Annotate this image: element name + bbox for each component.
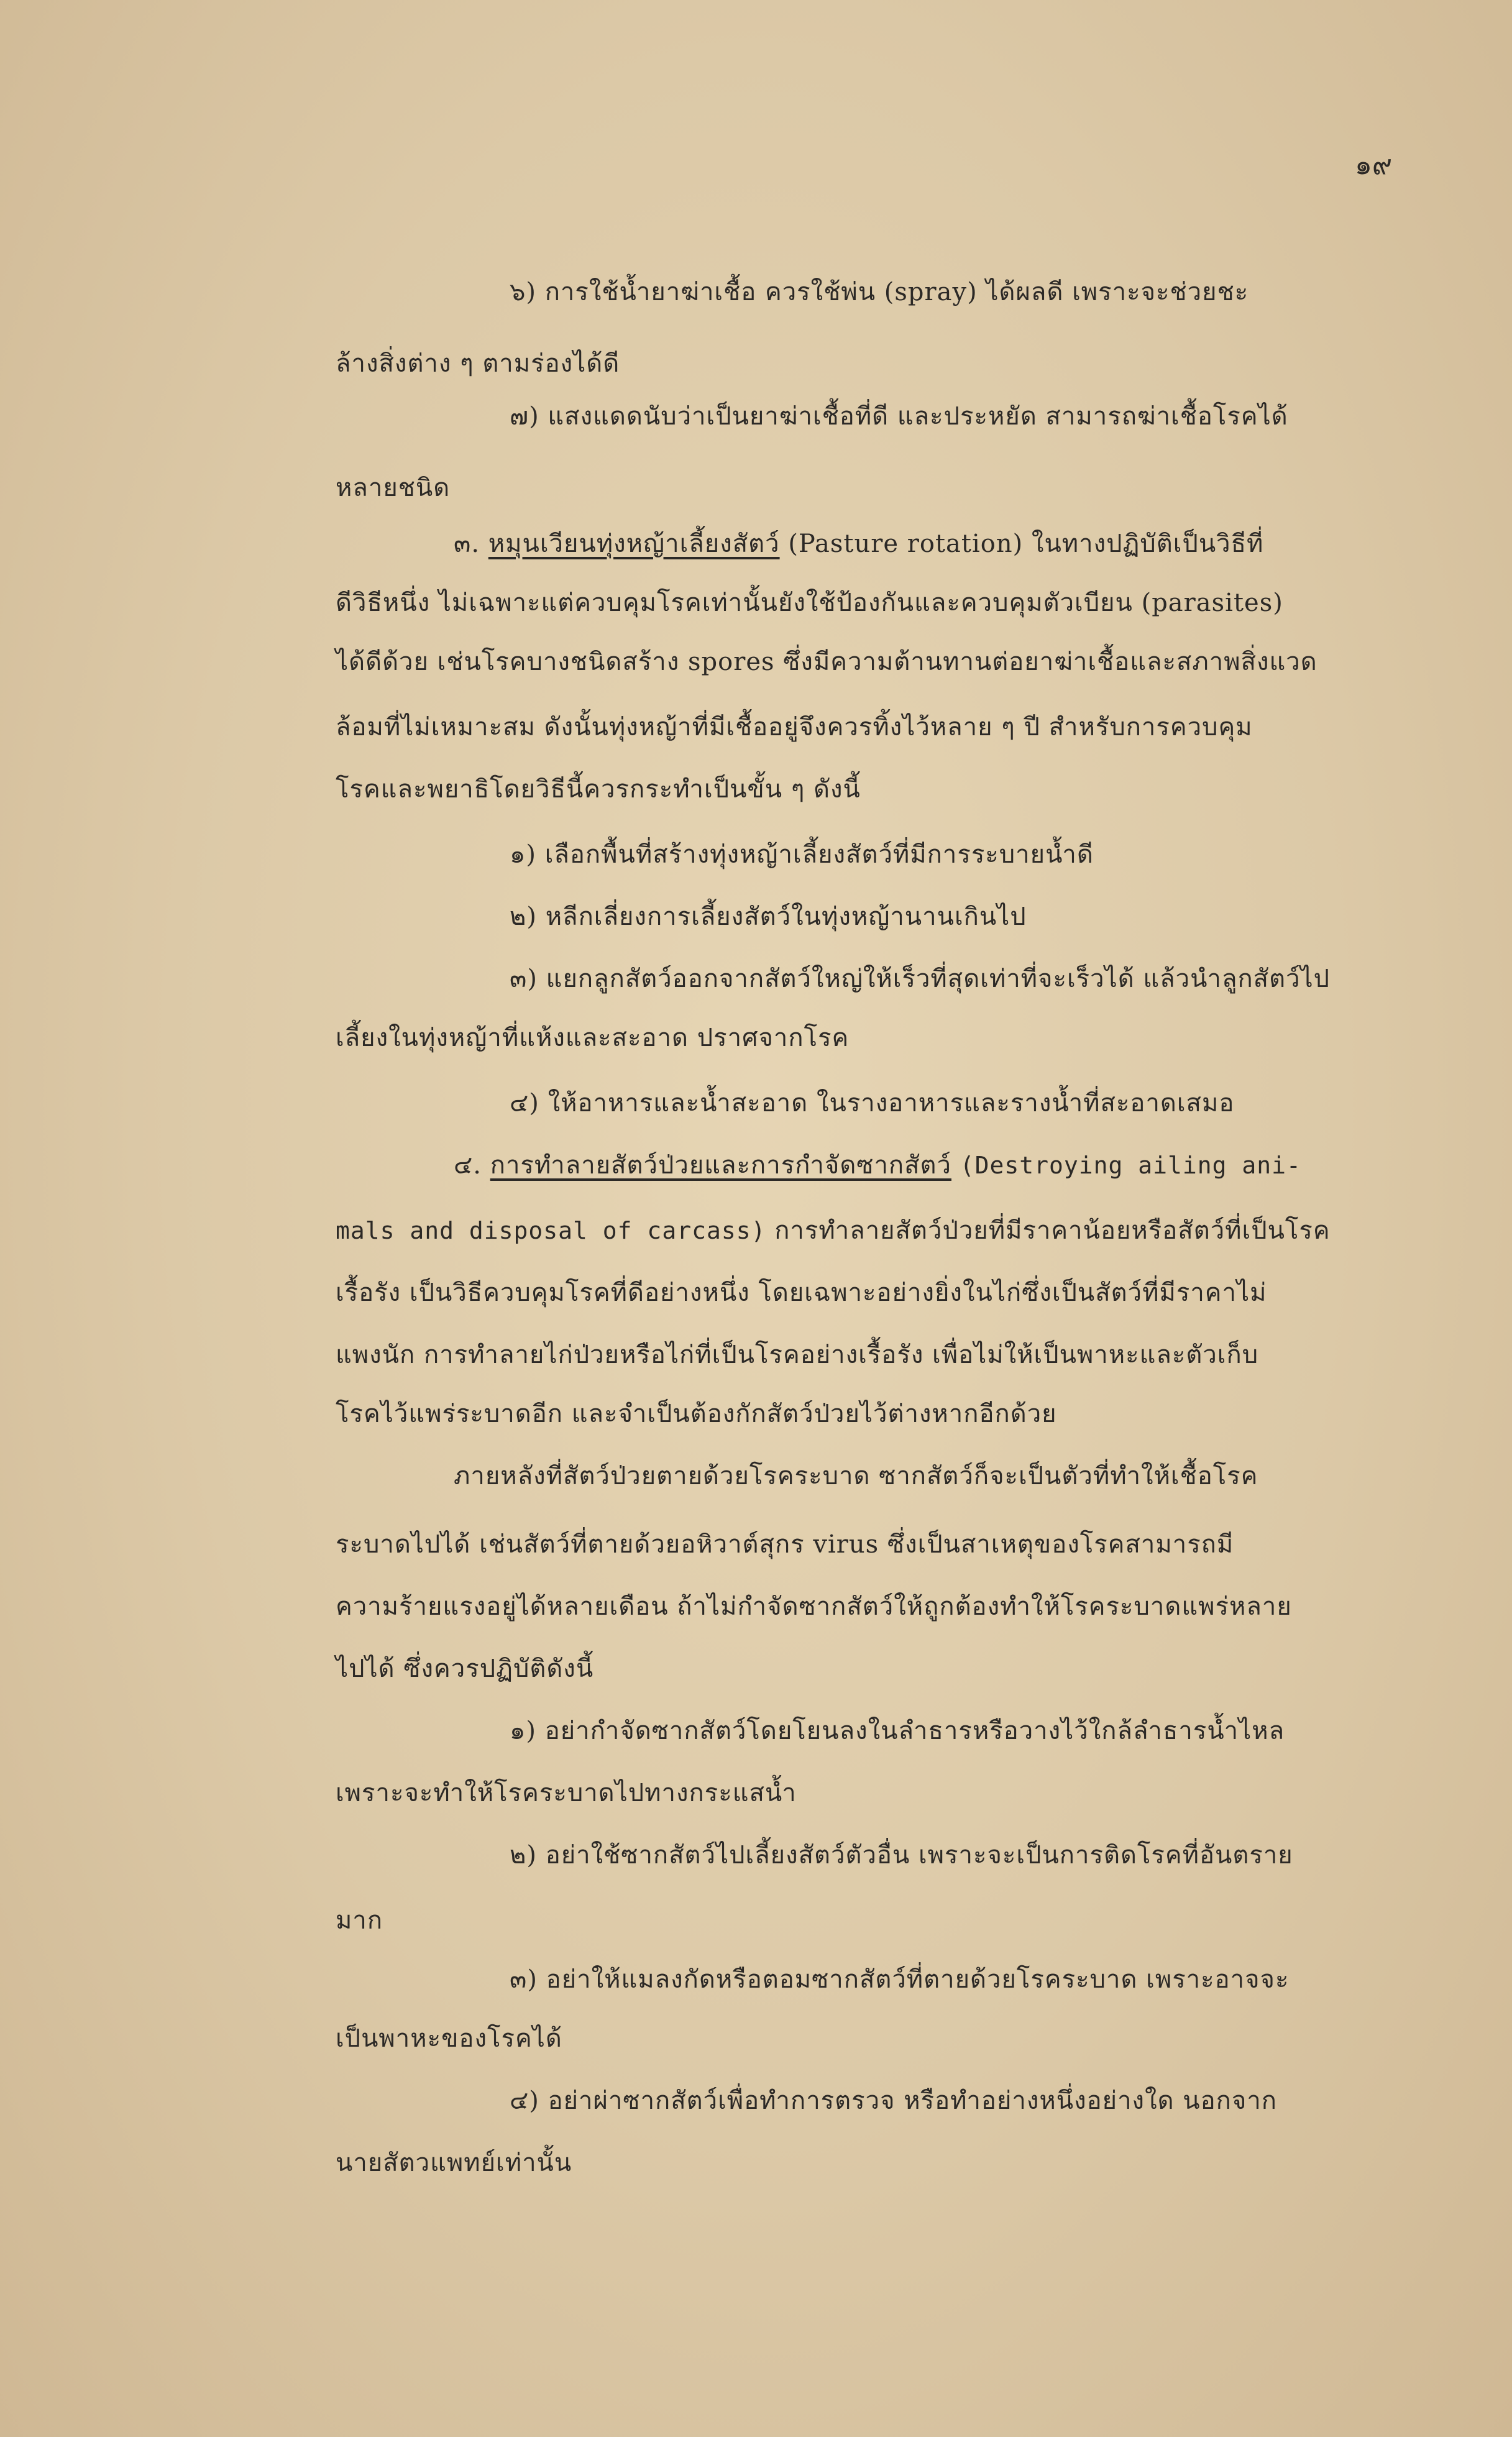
list-item: ๒) หลีกเลี่ยงการเลี้ยงสัตว์ในทุ่งหญ้านานเกินไป — [510, 902, 1027, 931]
text-segment: (Pasture rotation) ในทางปฏิบัติเป็นวิธีที่ — [788, 530, 1264, 558]
text-line: มาก — [336, 1906, 383, 1935]
text-line: โรคและพยาธิโดยวิธีนี้ควรกระทำเป็นขั้น ๆ ดังนี้ — [336, 775, 861, 804]
list-item: ๔) ให้อาหารและน้ำสะอาด ในรางอาหารและรางน้ำที่สะอาดเสมอ — [510, 1089, 1235, 1118]
text-line: ไปได้ ซึ่งควรปฏิบัติดังนี้ — [336, 1654, 594, 1683]
text-line: นายสัตวแพทย์เท่านั้น — [336, 2149, 572, 2177]
text-line: ดีวิธีหนึ่ง ไม่เฉพาะแต่ควบคุมโรคเท่านั้นยังใช้ป้องกันและควบคุมตัวเบียน (parasites) — [336, 589, 1283, 617]
text-segment: mals and disposal of carcass) — [336, 1217, 766, 1244]
text-line: ล้างสิ่งต่าง ๆ ตามร่องได้ดี — [336, 349, 620, 378]
text-line — [336, 1212, 1331, 1249]
list-item: ๓) แยกลูกสัตว์ออกจากสัตว์ใหญ่ให้เร็วที่สุดเท่าที่จะเร็วได้ แล้วนำลูกสัตว์ไป — [510, 965, 1331, 993]
text-line: เรื้อรัง เป็นวิธีควบคุมโรคที่ดีอย่างหนึ่ง โดยเฉพาะอย่างยิ่งในไก่ซึ่งเป็นสัตว์ที่มีราคาไม่ — [336, 1278, 1267, 1307]
text-line: เพราะจะทำให้โรคระบาดไปทางกระแสน้ำ — [336, 1779, 797, 1807]
text-line: แพงนัก การทำลายไก่ป่วยหรือไก่ที่เป็นโรคอย่างเรื้อรัง เพื่อไม่ให้เป็นพาหะและตัวเก็บ — [336, 1341, 1259, 1369]
text-line: หลายชนิด — [336, 474, 451, 502]
section-title: หมุนเวียนทุ่งหญ้าเลี้ยงสัตว์ — [488, 530, 780, 558]
section-4-heading — [454, 1147, 1301, 1184]
text-segment: (Destroying ailing ani- — [960, 1152, 1301, 1179]
text-line: ระบาดไปได้ เช่นสัตว์ที่ตายด้วยอหิวาต์สุกร virus ซึ่งเป็นสาเหตุของโรคสามารถมี — [336, 1530, 1234, 1559]
section-number: ๓. — [454, 530, 480, 558]
list-item: ๓) อย่าให้แมลงกัดหรือตอมซากสัตว์ที่ตายด้วยโรคระบาด เพราะอาจจะ — [510, 1965, 1290, 1994]
text-line: ล้อมที่ไม่เหมาะสม ดังนั้นทุ่งหญ้าที่มีเชื้ออยู่จึงควรทิ้งไว้หลาย ๆ ปี สำหรับการควบคุม — [336, 713, 1253, 741]
list-item: ๔) อย่าผ่าซากสัตว์เพื่อทำการตรวจ หรือทำอย่างหนึ่งอย่างใด นอกจาก — [510, 2086, 1277, 2115]
text-line: ๗) แสงแดดนับว่าเป็นยาฆ่าเชื้อที่ดี และประหยัด สามารถฆ่าเชื้อโรคได้ — [510, 402, 1288, 431]
text-line: โรคไว้แพร่ระบาดอีก และจำเป็นต้องกักสัตว์ป่วยไว้ต่างหากอีกด้วย — [336, 1400, 1057, 1428]
text-line: เป็นพาหะของโรคได้ — [336, 2024, 562, 2053]
list-item: ๒) อย่าใช้ซากสัตว์ไปเลี้ยงสัตว์ตัวอื่น เพราะจะเป็นการติดโรคที่อันตราย — [510, 1841, 1293, 1870]
section-number: ๔. — [454, 1151, 482, 1180]
text-line: ความร้ายแรงอยู่ได้หลายเดือน ถ้าไม่กำจัดซากสัตว์ให้ถูกต้องทำให้โรคระบาดแพร่หลาย — [336, 1592, 1292, 1621]
list-item: ๑) เลือกพื้นที่สร้างทุ่งหญ้าเลี้ยงสัตว์ที่มีการระบายน้ำดี — [510, 840, 1094, 869]
section-title: การทำลายสัตว์ป่วยและการกำจัดซากสัตว์ — [490, 1151, 951, 1180]
text-line: ได้ดีด้วย เช่นโรคบางชนิดสร้าง spores ซึ่งมีความต้านทานต่อยาฆ่าเชื้อและสภาพสิ่งแวด — [336, 648, 1317, 676]
section-3-heading — [454, 525, 1263, 562]
text-segment: การทำลายสัตว์ป่วยที่มีราคาน้อยหรือสัตว์ที่เป็นโรค — [774, 1216, 1331, 1245]
list-item: ๑) อย่ากำจัดซากสัตว์โดยโยนลงในลำธารหรือวางไว้ใกล้ลำธารน้ำไหล — [510, 1717, 1285, 1745]
text-line: ๖) การใช้น้ำยาฆ่าเชื้อ ควรใช้พ่น (spray) ได้ผลดี เพราะจะช่วยชะ — [510, 278, 1249, 306]
text-line: เลี้ยงในทุ่งหญ้าที่แห้งและสะอาด ปราศจากโรค — [336, 1024, 850, 1052]
text-line: ภายหลังที่สัตว์ป่วยตายด้วยโรคระบาด ซากสัตว์ก็จะเป็นตัวที่ทำให้เชื้อโรค — [454, 1462, 1258, 1490]
page-number: ๑๙ — [1355, 149, 1393, 181]
